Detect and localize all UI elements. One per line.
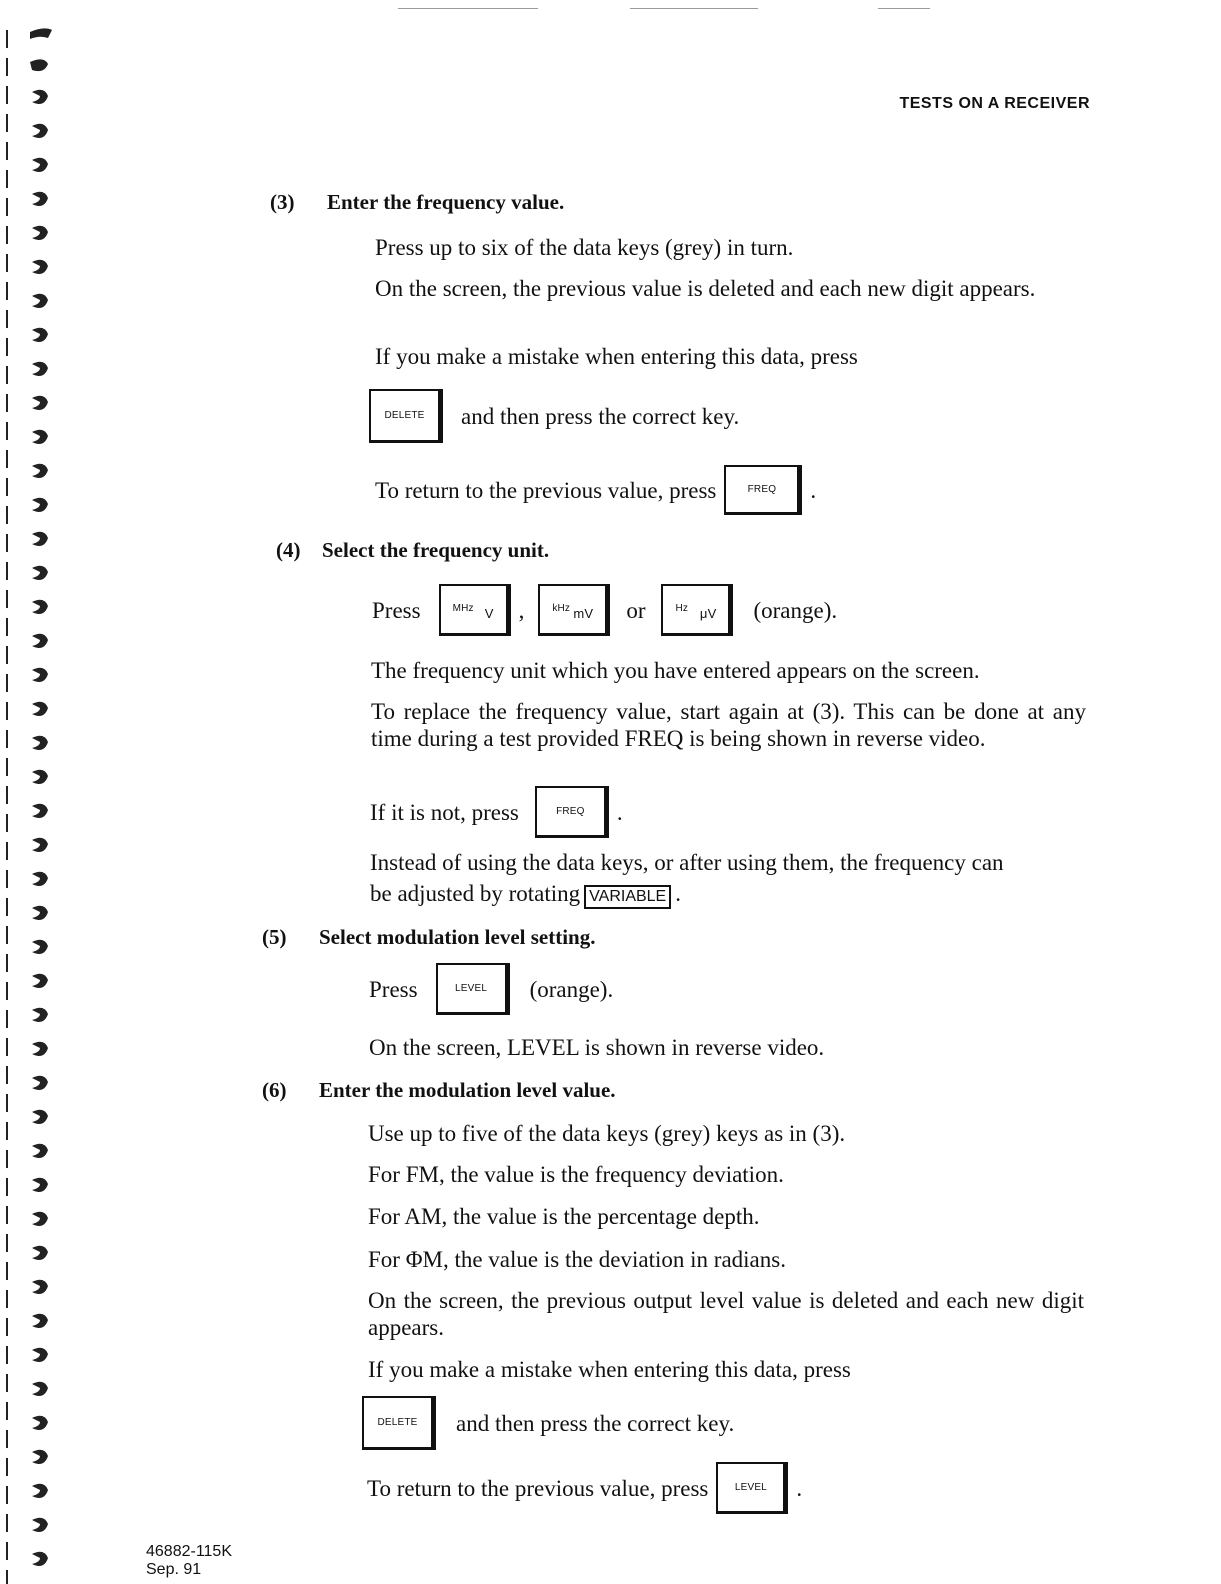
step-5-para-1: On the screen, LEVEL is shown in reverse video. (369, 1035, 825, 1060)
step-6-para-8: To return to the previous value, press (367, 1475, 709, 1501)
step-3-para-5-end: . (810, 477, 817, 503)
step-6-para-6: If you make a mistake when entering this data, press (368, 1357, 851, 1382)
step-4-para-1: The frequency unit which you have entered appears on the screen. (371, 658, 980, 683)
step-6-para-1: Use up to five of the data keys (grey) keys as in (3). (368, 1121, 846, 1146)
step-3-number: (3) (270, 190, 295, 214)
step-4-para-4b: be adjusted by rotating (370, 881, 581, 906)
step-3-return-line (375, 465, 816, 515)
scan-artifact-line (630, 8, 758, 9)
step-3-title: Enter the frequency value. (327, 190, 565, 214)
level-key[interactable]: LEVEL (436, 963, 510, 1015)
delete-key-2[interactable]: DELETE (362, 1396, 436, 1450)
freq-key-2[interactable]: FREQ (535, 786, 609, 838)
hz-key-top-label: Hz (675, 603, 689, 614)
binding-holes-strip (0, 0, 70, 1584)
step-4-if-not-line (370, 786, 623, 838)
binding-holes-graphic (0, 0, 70, 1584)
level-key-2[interactable]: LEVEL (716, 1462, 788, 1514)
step-4-para-4b-line (370, 880, 681, 909)
step-6-number: (6) (262, 1078, 287, 1102)
footer-date: Sep. 91 (146, 1561, 202, 1578)
step-4-para-4-end: . (675, 881, 681, 906)
step-6-para-7: and then press the correct key. (456, 1410, 735, 1436)
step-6-para-2: For FM, the value is the frequency deviation. (368, 1162, 784, 1187)
variable-control[interactable]: VARIABLE (584, 885, 671, 909)
mhz-key-bottom-label: V (484, 606, 494, 621)
step-3-para-1: Press up to six of the data keys (grey) in turn. (375, 235, 794, 260)
mhz-key-top-label: MHz (452, 603, 474, 614)
khz-mv-key[interactable] (538, 584, 610, 636)
scan-artifact-line (878, 8, 930, 9)
step-6-para-4: For ΦM, the value is the deviation in radians. (368, 1247, 786, 1272)
step-3-para-5: To return to the previous value, press (375, 477, 717, 503)
step-3-para-2: On the screen, the previous value is deleted and each new digit appears. (375, 276, 1036, 301)
footer-doc-number: 46882-115K (146, 1543, 232, 1560)
step-3-para-4: and then press the correct key. (461, 403, 740, 429)
step-6-title: Enter the modulation level value. (319, 1078, 616, 1102)
step-4-orange: (orange). (753, 597, 838, 623)
step-6-para-8-end: . (796, 1475, 803, 1501)
step-5-press: Press (369, 976, 418, 1002)
step-6-para-3: For AM, the value is the percentage depth. (368, 1204, 760, 1229)
khz-key-bottom-label: mV (573, 606, 594, 621)
step-4-title: Select the frequency unit. (322, 538, 550, 562)
delete-key[interactable]: DELETE (369, 389, 443, 443)
step-4-para-3: If it is not, press (370, 799, 519, 825)
hz-key-bottom-label: μV (699, 606, 717, 621)
step-4-number: (4) (276, 538, 301, 562)
mhz-v-key[interactable] (439, 584, 511, 636)
freq-key[interactable]: FREQ (724, 465, 802, 515)
step-3-delete-line (369, 389, 739, 443)
step-5-orange: (orange). (529, 976, 614, 1002)
step-4-press: Press (372, 597, 421, 623)
step-4-para-3-end: . (616, 799, 623, 825)
section-header: TESTS ON A RECEIVER (899, 95, 1090, 112)
khz-key-top-label: kHz (552, 603, 571, 614)
step-6-return-line (367, 1462, 802, 1514)
step-4-comma: , (518, 597, 525, 623)
step-3-para-3: If you make a mistake when entering this data, press (375, 344, 858, 369)
step-6-para-5: On the screen, the previous output level value is deleted and each new digit appears. (368, 1288, 1084, 1340)
step-4-or: or (626, 597, 646, 623)
step-5-number: (5) (262, 925, 287, 949)
scan-artifact-line (398, 8, 538, 9)
step-5-press-line (369, 963, 613, 1015)
hz-uv-key[interactable] (661, 584, 733, 636)
step-6-delete-line (362, 1396, 734, 1450)
step-4-para-2: To replace the frequency value, start again at (3). This can be done at any time during a test provided FREQ is being shown in reverse video. (371, 699, 1086, 751)
step-4-para-4a: Instead of using the data keys, or after using them, the frequency can (370, 850, 1004, 875)
step-5-title: Select modulation level setting. (319, 925, 596, 949)
step-4-units-line (372, 584, 837, 636)
